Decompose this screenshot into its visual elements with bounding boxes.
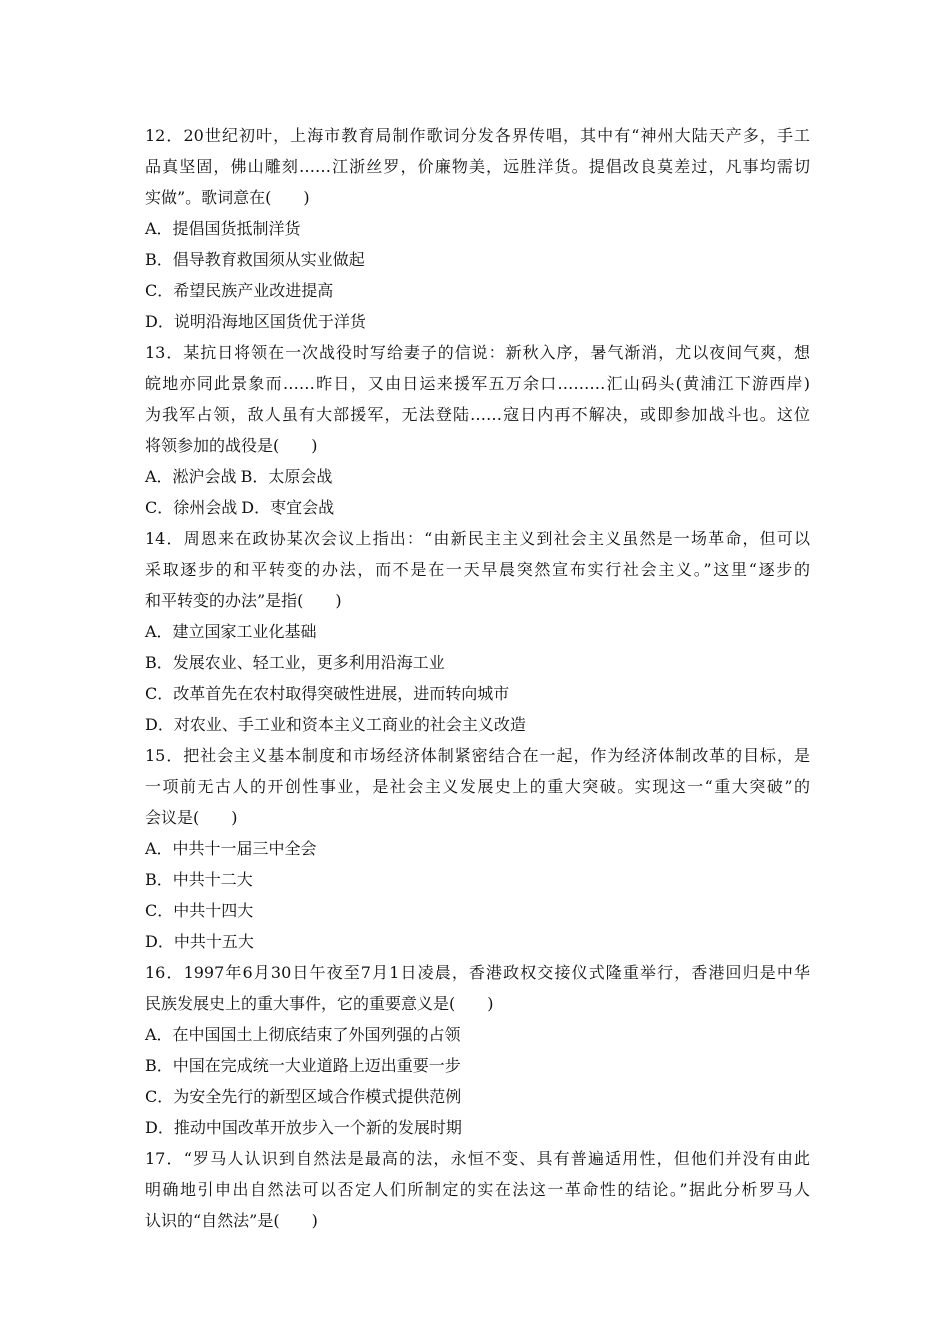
option-c: C．徐州会战: [145, 498, 238, 517]
option-b: B．倡导教育救国须从实业做起: [145, 250, 365, 269]
option-c: C．改革首先在农村取得突破性进展，进而转向城市: [145, 684, 510, 703]
option-d: D．枣宜会战: [241, 498, 335, 517]
option-a: A．提倡国货抵制洋货: [145, 219, 301, 238]
question-stem-line: 14．周恩来在政协某次会议上指出：“由新民主主义到社会主义虽然是一场革命，但可以: [145, 529, 810, 548]
option-a: A．建立国家工业化基础: [145, 622, 317, 641]
option-a: A．淞沪会战: [145, 467, 237, 486]
question-stem-line: 皖地亦同此景象而……昨日，又由日运来援军五万余口………汇山码头(黄浦江下游西岸): [145, 374, 810, 393]
question-16: [145, 957, 810, 1143]
question-14: [145, 523, 810, 740]
question-stem-line: 明确地引申出自然法可以否定人们所制定的实在法这一革命性的结论。”据此分析罗马人: [145, 1180, 810, 1199]
option-d: D．对农业、手工业和资本主义工商业的社会主义改造: [145, 715, 526, 734]
option-b: B．中共十二大: [145, 870, 253, 889]
question-stem-line: 16．1997年6月30日午夜至7月1日凌晨，香港政权交接仪式隆重举行，香港回归是中华: [145, 963, 810, 982]
question-stem-line: 13．某抗日将领在一次战役时写给妻子的信说：新秋入序，暑气渐消，尤以夜间气爽，想: [145, 343, 810, 362]
option-b: B．发展农业、轻工业，更多利用沿海工业: [145, 653, 445, 672]
question-stem-line: 品真坚固，佛山雕刻……江浙丝罗，价廉物美，远胜洋货。提倡改良莫差过，凡事均需切: [145, 157, 810, 176]
question-stem-line: 实做”。歌词意在( ): [145, 188, 310, 207]
option-row: [145, 461, 810, 492]
question-15: [145, 740, 810, 957]
question-17: [145, 1143, 810, 1236]
question-stem-line: 15．把社会主义基本制度和市场经济体制紧密结合在一起，作为经济体制改革的目标，是: [145, 746, 810, 765]
option-d: D．推动中国改革开放步入一个新的发展时期: [145, 1118, 462, 1137]
question-stem-line: 认识的“自然法”是( ): [145, 1211, 318, 1230]
option-d: D．说明沿海地区国货优于洋货: [145, 312, 366, 331]
option-row: [145, 492, 810, 523]
question-stem-line: 17．“罗马人认识到自然法是最高的法，永恒不变、具有普遍适用性，但他们并没有由此: [145, 1149, 810, 1168]
question-stem-line: 和平转变的办法”是指( ): [145, 591, 342, 610]
option-b: B．中国在完成统一大业道路上迈出重要一步: [145, 1056, 461, 1075]
option-c: C．为安全先行的新型区域合作模式提供范例: [145, 1087, 462, 1106]
question-stem-line: 12．20世纪初叶，上海市教育局制作歌词分发各界传唱，其中有“神州大陆天产多，手工: [145, 126, 810, 145]
option-a: A．中共十一届三中全会: [145, 839, 317, 858]
question-stem-line: 一项前无古人的开创性事业，是社会主义发展史上的重大突破。实现这一“重大突破”的: [145, 777, 810, 796]
option-c: C．中共十四大: [145, 901, 254, 920]
question-13: [145, 337, 810, 523]
question-list: [145, 120, 810, 1236]
question-stem-line: 采取逐步的和平转变的办法，而不是在一天早晨突然宣布实行社会主义。”这里“逐步的: [145, 560, 810, 579]
question-stem-line: 为我军占领，敌人虽有大部援军，无法登陆……寇日内再不解决，或即参加战斗也。这位: [145, 405, 810, 424]
question-12: [145, 120, 810, 337]
question-stem-line: 民族发展史上的重大事件，它的重要意义是( ): [145, 994, 494, 1013]
option-b: B．太原会战: [240, 467, 333, 486]
question-stem-line: 会议是( ): [145, 808, 238, 827]
question-stem-line: 将领参加的战役是( ): [145, 436, 318, 455]
option-a: A．在中国国土上彻底结束了外国列强的占领: [145, 1025, 461, 1044]
option-c: C．希望民族产业改进提高: [145, 281, 334, 300]
option-d: D．中共十五大: [145, 932, 254, 951]
